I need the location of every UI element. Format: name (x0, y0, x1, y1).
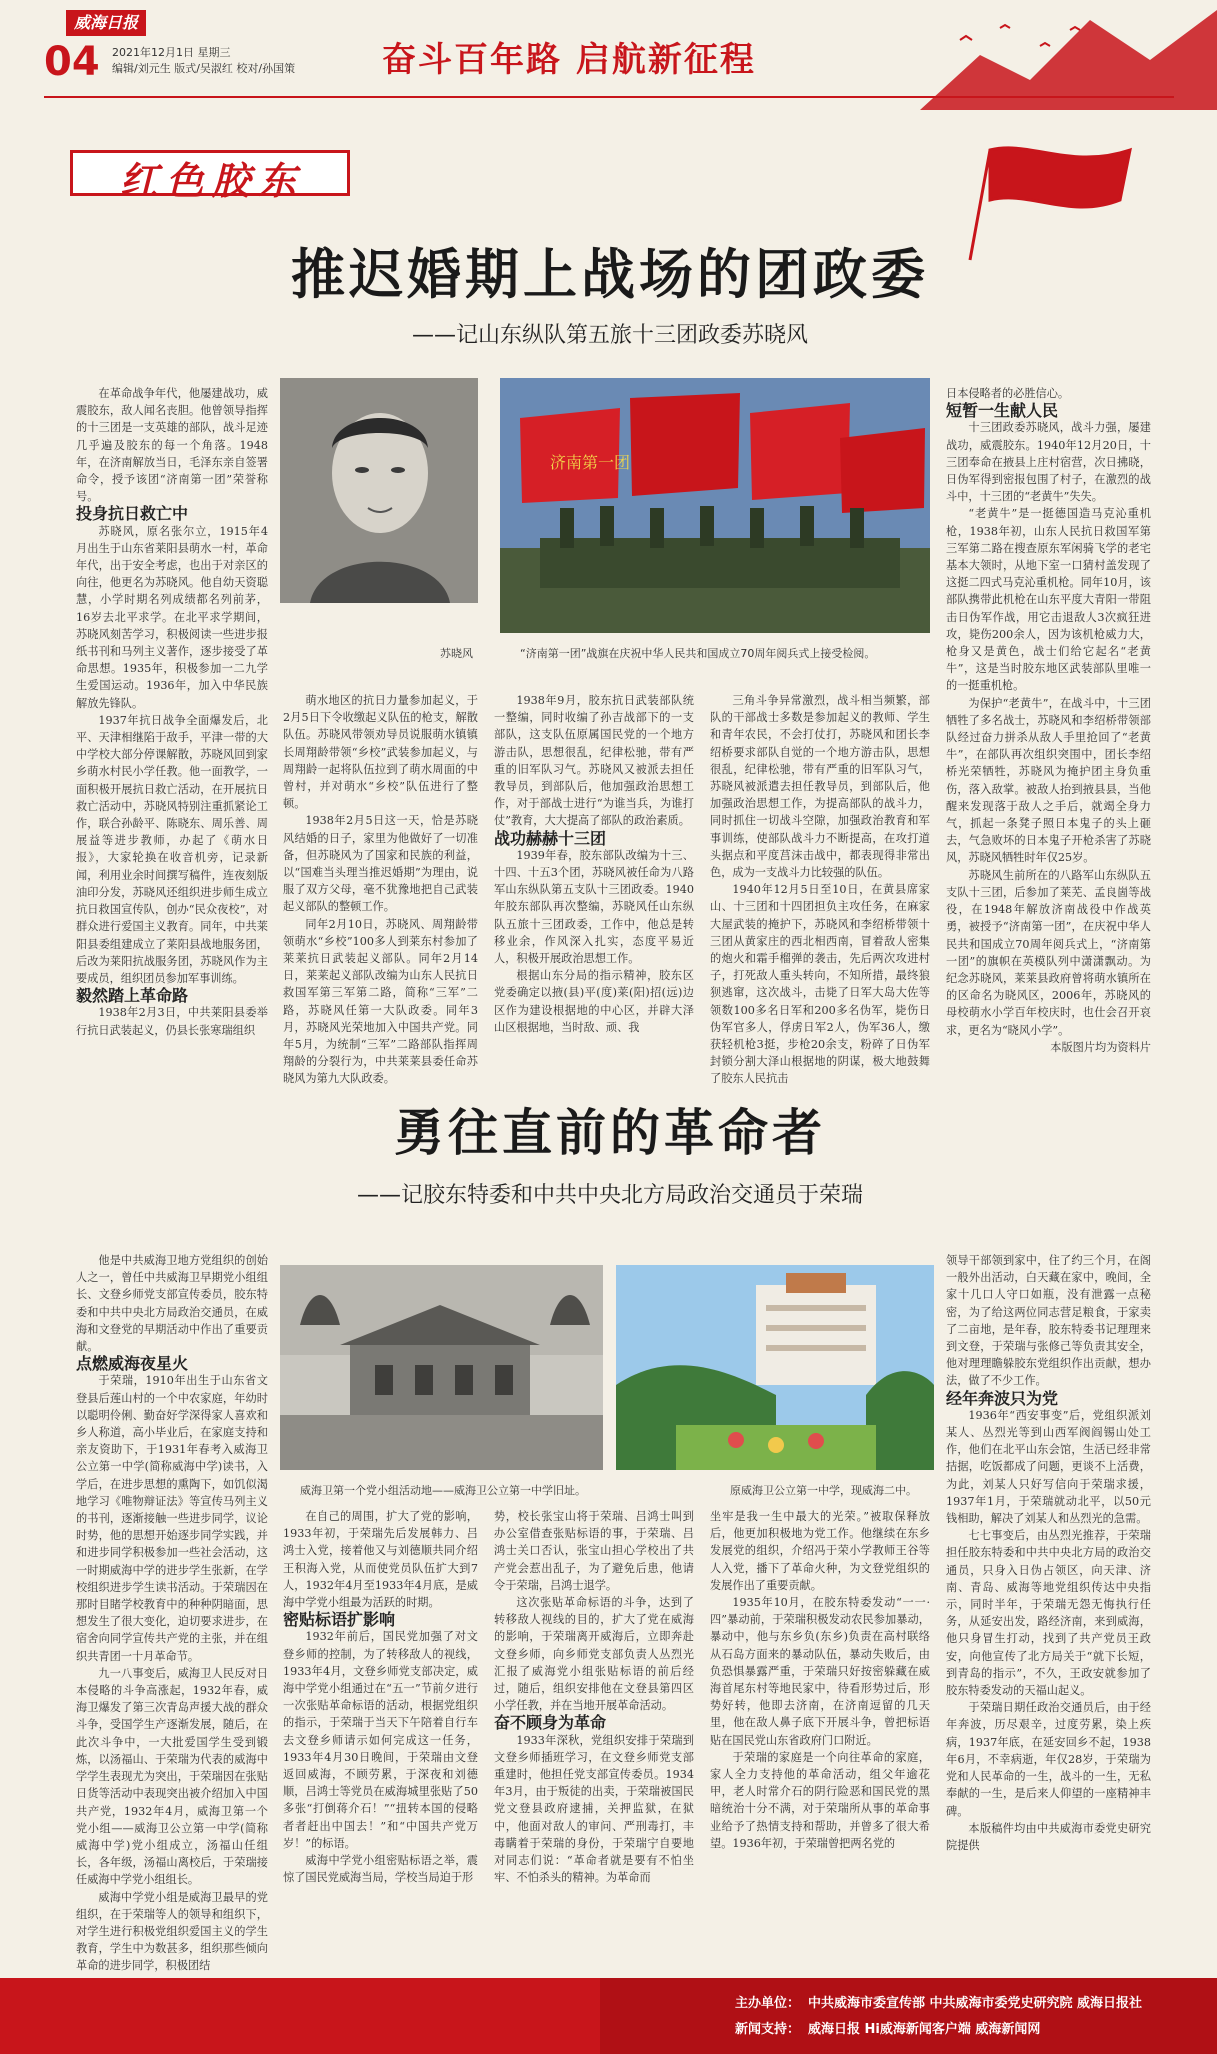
article2-para: 威海中学党小组密贴标语之举，震惊了国民党威海当局，学校当局迫于形 (283, 1854, 478, 1885)
article1-para: 1937年抗日战争全面爆发后，北平、天津相继陷于敌手，平津一带的大中学校大部分停课解散，苏晓风回到家乡萌水村民小学任教。他一面教学，一面积极开展抗日救亡活动，在开展抗日救亡活动中，苏晓风特别注重抓紧论工作，联合孙龄平、陈晓东、周乐善、周展益等进步教师，办起了《萌水日报》，大家轮换在收音机旁，记录新闻，利用业余时间撰写稿件，连夜刻版油印分发，苏晓风还组织进步师生成立抗日救国宣传队，创办“民众夜校”，对群众进行爱国主义教育。同年，中共莱阳县委组建成立了莱阳县战地服务团，后改为莱阳抗战服务团，苏晓风作为主要成员，组织团员参加军事训练。 (76, 713, 268, 985)
article1-intro: 在革命战争年代，他屡建战功，威震胶东，敌人闻名丧胆。他曾领导指挥的十三团是一支英雄的部队，战斗足迹几乎遍及胶东的每一个角落。1948年，在济南解放当日，毛泽东亲自签署命令，授予该团“济南第一团”荣誉称号。 (76, 387, 268, 504)
article1-para: 为保护“老黄牛”，在战斗中，十三团牺牲了多名战士，苏晓风和李绍桥带领部队经过奋力拼杀从敌人手里抢回了“老黄牛”，在部队再次组织突围中，团长李绍桥光荣牺牲，苏晓风为掩护团主身负重伤，落入敌掌。被敌人抬到掖县县，当他醒来发现落于敌人之手后，就竭全身力气，抓起一条凳子照日本鬼子的头上砸去，气急败坏的日本鬼子开枪杀害了苏晓风，苏晓风牺牲时年仅25岁。 (946, 696, 1151, 865)
article1-portrait-photo (280, 378, 478, 603)
article2-heading-4: 经年奔波只为党 (946, 1388, 1059, 1408)
article1-para: 1938年2月3日，中共莱阳县委举行抗日武装起义，仍县长张寒瑞组织 (76, 1006, 268, 1037)
article1-para: 1938年2月5日这一天，恰是苏晓风结婚的日子，家里为他做好了一切准备，但苏晓风为了国家和民族的利益，以“国难当头理当推迟婚期”为理由，说服了双方父母，毫不犹豫地把自己武装起义部队的整顿工作。 (283, 814, 478, 914)
media-label: 新闻支持： (735, 2022, 801, 2037)
article1-column-2 (283, 692, 478, 1086)
article2-para: 坐牢是我一生中最大的光荣。”被取保释放后，他更加积极地为党工作。他继续在东乡发展党的组织，介绍冯于荣小学教师王谷等人入党，播下了革命火种，为文登党组织的发展作出了重要贡献。 (710, 1510, 930, 1592)
article2-title: 勇往直前的革命者 (394, 1103, 826, 1162)
article1-heading-3: 战功赫赫十三团 (494, 828, 607, 848)
masthead-rule (44, 96, 1174, 98)
article2-para: 于荣瑞日期任政治交通员后，由于经年奔波，历尽艰辛，过度劳累，染上疾病，1937年底，在延安回乡不起，1938年6月，不幸病逝，年仅28岁，于荣瑞为党和人民革命的一生，战斗的一生，无私奉献的一生，是后来人仰望的一座精神丰碑。 (946, 1701, 1151, 1818)
article2-subtitle: ——记胶东特委和中共中央北方局政治交通员于荣瑞 (356, 1183, 863, 1208)
article1-photo2-caption: “济南第一团”战旗在庆祝中华人民共和国成立70周年阅兵式上接受检阅。 (520, 647, 876, 660)
masthead-slogan: 奋斗百年路 启航新征程 (382, 40, 756, 80)
article2-column-5 (946, 1252, 1151, 1967)
article2-para: 领导干部领到家中，住了约三个月，在阁一般外出活动，白天藏在家中，晚间，全家十几口人守口如瓶，没有泄露一点秘密，为了给这两位同志营足粮食，于家卖了二亩地，是年春，胶东特委书记理理来到文登，于荣瑞与张修己等负责其安全，他对理理瞻躲胶东党组织作出贡献，想办法，做了不少工作。 (946, 1254, 1151, 1388)
article2-heading-1: 点燃威海夜星火 (76, 1354, 189, 1374)
article2-para: 1936年“西安事变”后，党组织派刘某人、丛烈光等到山西军阀阎锡山处工作，他们在北平山东会馆，生活已经非常拮据，吃饭都成了问题，更谈不上活费，为此，刘某人只好写信向于荣瑞求援，1937年1月，于荣瑞就动北平，以50元钱相助，解决了刘某人和丛烈光的急需。 (946, 1408, 1151, 1526)
article2-para: 于荣瑞，1910年出生于山东省文登县后莲山村的一个中农家庭，年幼时以聪明伶俐、勤奋好学深得家人喜欢和乡人称道，高小毕业后，在家庭支持和亲友资助下，于1931年春考入威海卫公立第一中学(简称威海中学)读书，入学后，在进步思想的熏陶下，如饥似渴地学习《唯物辩证法》等宣传马列主义的书刊，逐渐接触一些进步同学，议论时势，他的思想开始逐步同学实践，并和进步同学积极参加一些社会活动，这一时期威海中学的进步学生张新，在学校组织进步学生读书活动。于荣瑞因在那时目睹学校教育中的种种阴暗面，思想发生了很大变化，迫切要求进步，在宿舍向同学宣传共产党的主张，并在组织共青团一十月革命节。 (76, 1374, 268, 1663)
article2-para: 1933年深秋，党组织安排于荣瑞到文登乡师插班学习，在文登乡师党支部重建时，他担任党支部宣传委员。1934年3月，由于叛徒的出卖，于荣瑞被国民党文登县政府逮捕，关押监狱，在狱中，他面对敌人的审问、严刑毒打，丰毒瞒着于荣瑞的身份，于荣瑞宁自要地对同志们说：“革命者就是要有不怕坐牢、不怕杀头的精神。为革命而 (494, 1733, 694, 1885)
article1-para: 日本侵略者的必胜信心。 (946, 387, 1070, 400)
article2-para: 威海中学党小组是威海卫最早的党组织，在于荣瑞等人的领导和组织下，对学生进行积极党组织爱国主义的学生教育，学生中为数甚多，组织那些倾向革命的进步同学，积极团结 (76, 1890, 268, 1973)
article1-para: 苏晓风，原名张尔立，1915年4月出生于山东省莱阳县萌水一村，革命年代，出于安全考虑，也出于对亲区的向往，他更名为苏晓风。他自幼天资聪慧，小学时期名列成绩都名列前茅，16岁去北平求学。在北平求学期间，苏晓风刻苦学习，积极阅读一些进步报纸书刊和马列主义著作，逐步接受了革命思想。1935年，积极参加一二九学生爱国运动。1936年，加入中华民族解放先锋队。 (76, 524, 268, 710)
article1-subtitle: ——记山东纵队第五旅十三团政委苏晓风 (411, 323, 808, 348)
article1-heading-2: 毅然踏上革命路 (76, 986, 189, 1006)
article2-heading-2: 密贴标语扩影响 (283, 1610, 396, 1630)
article2-photo1-caption: 威海卫第一个党小组活动地——威海卫公立第一中学旧址。 (300, 1484, 586, 1497)
article1-photo1-caption: 苏晓风 (440, 647, 473, 660)
article2-para: 在自己的周围，扩大了党的影响，1933年初，于荣瑞先后发展韩力、吕鸿士入党，接着他又与刘德顺共同介绍王积海入党，从而使党员队伍扩大到7人，1932年4月至1933年4月底，是威海中学党小组最为活跃的时期。 (283, 1510, 478, 1610)
article1-para: 1938年9月，胶东抗日武装部队统一整编，同时收编了孙吉战部下的一支部队，这支队伍原属国民党的一个地方游击队，思想很乱，纪律松驰，带有严重的旧军队习气。苏晓风又被派去担任教导员，到部队后，他加强政治思想工作，对于部战士进行“为谁当兵，为谁打仗”教育，大大提高了部队的政治素质。 (494, 694, 694, 828)
article2-column-4 (710, 1508, 930, 1968)
decorative-mountains (920, 0, 1217, 110)
article1-column-4 (710, 692, 930, 1086)
svg-text:济南第一团: 济南第一团 (550, 453, 631, 472)
article1-para: “老黄牛”是一挺德国造马克沁重机枪，1938年初，山东人民抗日救国军第三军第二路在搜查原东军闲骑飞学的老宅基本大领时，从地下室一口猜村盖发现了这挺二四式马克沁重机枪。同年10月，该部队携带此机枪在山东平度大青阳一带阻击日伪军作战，用它击退敌人3次疯狂进攻，毙伤200余人，因为该机枪威力大，枪身又是黄色，战士们给它起名“老黄牛”，这是当时胶东地区武装部队里唯一的一挺重机枪。 (946, 507, 1151, 693)
article1-para: 同年2月10日，苏晓风、周翔龄带领萌水“乡校”100多人到莱东村参加了莱莱抗日武装起义部队。同年2月14日，莱莱起义部队改编为山东人民抗日救国军第三军第二路，简称“三军”二路，苏晓风任第一大队政委。同年3月，苏晓风光荣地加入中国共产党。同年5月，为统制“三军”二路部队指挥周翔龄的分裂行为，中共莱莱县委任命苏晓风为第九大队政委。 (283, 917, 478, 1086)
article2-column-1 (76, 1252, 268, 1973)
article2-column-3 (494, 1508, 694, 1968)
date-line: 2021年12月1日 星期三 (112, 46, 231, 59)
article2-para: 九一八事变后，威海卫人民反对日本侵略的斗争高涨起，1932年春，威海卫爆发了第三次青岛声援大战的群众斗争，受国学生产逐渐发展，随后，在此次斗争中，一大批爱国学生受到锻炼，以汤福山、于荣瑞为代表的威海中学学生表现尤为突出，于荣瑞因在张贴日货等活动中表现突出被介绍加入中国共产党，1932年4月，威海卫第一个党小组——威海卫公立第一中学(简称威海中学)党小组成立，汤福山任组长，各年级，汤福山离校后，于荣瑞接任威海中学党小组组长。 (76, 1666, 268, 1887)
editors-line: 编辑/刘元生 版式/吴淑红 校对/孙国策 (112, 62, 296, 75)
article2-oldschool-photo (280, 1265, 603, 1470)
article1-para: 十三团政委苏晓风，战斗力强，屡建战功，威震胶东。1940年12月20日，十三团奉命在掖县上庄村宿营，次日拂晓，日伪军得到密报包围了村子，在激烈的战斗中，十三团的“老黄牛”失失。 (946, 421, 1151, 504)
article1-para: 1939年春，胶东部队改编为十三、十四、十五3个团，苏晓风被任命为八路军山东纵队第五支队十三团政委。1940年胶东部队再次整编，苏晓风任山东纵队五旅十三团政委，工作中，他总是转移业余，作风深入扎实，态度平易近人，积极开展政治思想工作。 (494, 848, 694, 966)
article1-title: 推迟婚期上战场的团政委 (291, 242, 929, 306)
article1-para: 三角斗争异常激烈，战斗相当频繁，部队的干部战士多数是参加起义的教师、学生和青年农民，不会打仗打，苏晓风和团长李绍桥要求部队自觉的一个地方游击队，思想很乱，纪律松驰，带有严重的旧军队习气，苏晓风被派遣去担任教导员，到部队后，他加强政治思想工作，为提高部队的战斗力，同时抓住一切战斗空隙，加强政治教育和军事训练，使部队战斗力不断提高，在攻打道头据点和平度莒沫击战中，都表现得非常出色，成为一支战斗力比较强的队伍。 (710, 694, 930, 880)
article1-para: 1940年12月5日至10日，在黄县席家山、十三团和十四团担负主攻任务，在麻家大屋武装的掩护下，苏晓风和李绍桥带领十三团从黄家庄的西北相西南，冒着敌人密集的炮火和霜手榴弹的袭击，先后两次攻进村子，打死敌人重头转向，不知所措，最终狼狈逃窜，这次战斗，击毙了日军大岛大佐等领数100多名日军和200多名伪军，毙伤日伪军官多人，俘虏日军2人，伪军36人，缴获轻机枪3挺，步枪20余支，粉碎了日伪军封锁分割大泽山根据地的阴谋，极大地鼓舞了胶东人民抗击 (710, 883, 930, 1086)
sponsor-label: 主办单位： (735, 1996, 801, 2011)
article2-source-credit: 本版稿件均由中共威海市委党史研究院提供 (946, 1821, 1151, 1852)
article2-column-2 (283, 1508, 478, 1968)
footer-bar (0, 1978, 1217, 2054)
page-number: 04 (44, 39, 100, 85)
sponsor-text: 中共威海市委宣传部 中共威海市委党史研究院 威海日报社 (808, 1996, 1143, 2011)
article1-column-5 (946, 385, 1151, 1075)
article1-column-3 (494, 692, 694, 1075)
article1-para: 根据山东分局的指示精神，胶东区党委确定以掖(县)平(度)莱(阳)招(远)边区作为建设根据地的中心区，并辟大泽山区根据地，当时敌、顽、我 (494, 969, 694, 1034)
masthead (0, 0, 1217, 105)
article2-modernschool-photo (616, 1265, 934, 1470)
article2-para: 七七事变后，由丛烈光推荐，于荣瑞担任胶东特委和中共中央北方局的政治交通员，只身入日伪占领区，向天津、济南、青岛、威海等地党组织传达中央指示，同时半年，于荣瑞无怨无悔执行任务，从延安出发，路经济南，来到威海，他只身冒生打动，找到了共产党员王政安，向他宣传了北方局关于“就下长短，到青岛的指示”，不久，王政安就参加了胶东特委发动的天福山起义。 (946, 1529, 1151, 1698)
article2-heading-3: 奋不顾身为革命 (494, 1713, 607, 1733)
article2-para: 势，校长张宝山将于荣瑞、吕鸿士叫到办公室借查张贴标语的事，于荣瑞、吕鸿士关口否认，张宝山担心学校出了共产党会惹出乱子，为了避免后患，他请令于荣瑞，吕鸿士退学。 (494, 1510, 694, 1592)
article1-column-1 (76, 385, 268, 1075)
article1-parade-photo (500, 378, 930, 633)
article2-intro: 他是中共威海卫地方党组织的创始人之一，曾任中共威海卫早期党小组组长、文登乡师党支部宣传委员，胶东特委和中共中央北方局政治交通员，在威海和文登党的早期活动中作出了重要贡献。 (76, 1254, 268, 1354)
article2-para: 1932年前后，国民党加强了对文登乡师的控制，为了转移敌人的视线，1933年4月，文登乡师党支部决定，威海中学党小组通过在“五一”节前夕进行一次张贴革命标语的活动，根据党组织的指示，于荣瑞于当天下午陪着自行车去文登乡师请示如何完成这一任务，1933年4月30日晚间，于荣瑞由文登返回威海，不顾劳累，于深夜和刘德顺，吕鸿士等党员在威海城里张贴了50多张“打倒蒋介石！”“扭转本国的侵略者者赶出中国去！”和“中国共产党万岁！”的标语。 (283, 1630, 478, 1850)
article2-photo2-caption: 原威海卫公立第一中学，现威海二中。 (730, 1484, 917, 1497)
article1-para: 萌水地区的抗日力量参加起义，于2月5日下令收缴起义队伍的枪支，解散队伍。苏晓风带领劝导员说服萌水镇镇长周翔龄带领“乡校”武装参加起义，与周翔龄一起将队伍拉到了萌水周面的中曾村，并对萌水“乡校”队伍进行了整顿。 (283, 694, 478, 811)
article2-para: 于荣瑞的家庭是一个向往革命的家庭，家人全力支持他的革命活动，组父年逾花甲，老人时常介石的阴行险恶和国民党的黑暗统治十分不满，对于荣瑞所从事的革命事业给予了热情支持和帮助，并曾多了很大希望。1936年初，于荣瑞曾把两名党的 (710, 1750, 930, 1850)
article1-para: 苏晓风生前所在的八路军山东纵队五支队十三团，后参加了莱芜、孟良崮等战役，在1948年解放济南战役中作战英勇，被授予“济南第一团”，在庆祝中华人民共和国成立70周年阅兵式上，“济南第一团”的旗帜在英模队列中潇潇飘动。为纪念苏晓风，莱莱县政府曾将萌水镇所在的区命名为晓风区，2006年，苏晓风的母校萌水小学百年校庆时，也仕会召开哀求，更名为“晓风小学”。 (946, 868, 1151, 1037)
article1-heading-1: 投身抗日救亡中 (76, 504, 189, 524)
column-banner (70, 142, 350, 202)
media-text: 威海日报 Hi威海新闻客户端 威海新闻网 (808, 2022, 1041, 2037)
article1-photo-credit: 本版图片均为资料片 (1050, 1040, 1151, 1054)
article2-para: 这次张贴革命标语的斗争，达到了转移敌人视线的目的，扩大了党在威海的影响，于荣瑞离开威海后，立即奔赴文登乡师，向乡师党支部负责人丛烈光汇报了威海党小组张贴标语的前后经过，随后，组织安排他在文登县第四区小学任教，并在当地开展革命活动。 (494, 1596, 694, 1713)
article2-para: 1935年10月，在胶东特委发动“一一·四”暴动前，于荣瑞积极发动农民参加暴动，暴动中，他与东乡负(东乡)负责在高村联络从石岛方面来的暴动队伍，暴动失败后，由负恐惧暴露严重，于荣瑞只好按密躲藏在威海首尾东村等地民家中，待看形势过后，形势好转，他即去济南，在济南逗留的几天里，他在敌人鼻子底下开展斗争，曾把标语贴在国民党山东省政府门口附近。 (710, 1596, 930, 1747)
paper-name-logo: 威海日报 (66, 10, 146, 36)
column-banner-title: 红色胶东 (120, 158, 305, 203)
article1-heading-4: 短暂一生献人民 (946, 401, 1059, 421)
